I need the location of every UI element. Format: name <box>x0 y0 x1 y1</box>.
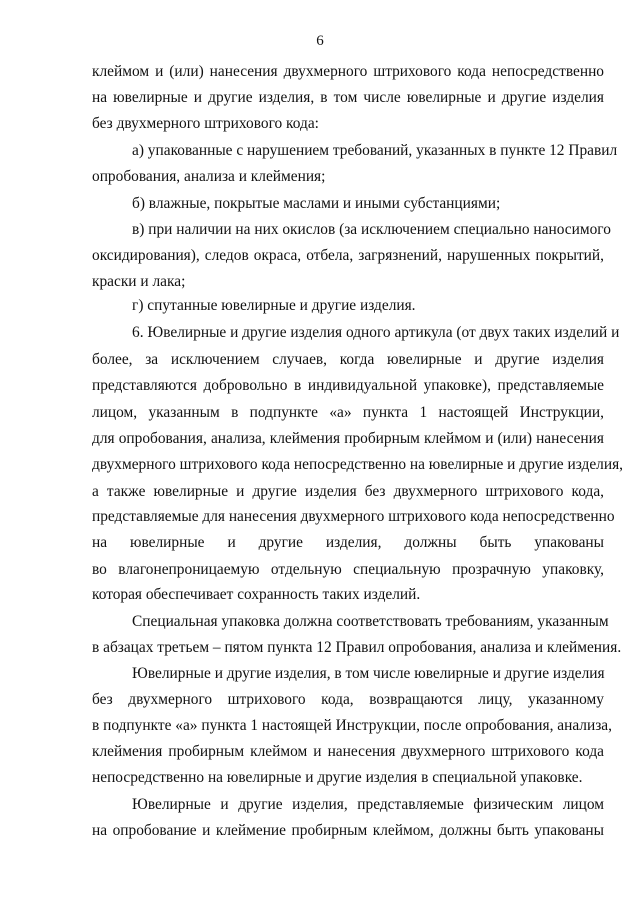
text-line: в) при наличии на них окислов (за исключением специально наносимого <box>132 221 611 238</box>
text-line: б) влажные, покрытые маслами и иными субстанциями; <box>132 195 501 212</box>
text-line: клеймения пробирным клеймом и нанесения двухмерного штрихового кода <box>92 743 604 760</box>
text-line: лицом, указанным в подпункте «а» пункта 1 настоящей Инструкции, <box>92 404 604 421</box>
text-line: более, за исключением случаев, когда ювелирные и другие изделия <box>92 351 604 368</box>
text-line: на ювелирные и другие изделия, в том числе ювелирные и другие изделия <box>92 89 604 106</box>
text-line: без двухмерного штрихового кода, возвращаются лицу, указанному <box>92 691 604 708</box>
text-line: представляются добровольно в индивидуальной упаковке), представляемые <box>92 377 604 394</box>
text-line: опробования, анализа и клеймения; <box>92 168 326 185</box>
text-line: которая обеспечивает сохранность таких изделий. <box>92 586 421 603</box>
text-line: 6. Ювелирные и другие изделия одного артикула (от двух таких изделий и <box>132 324 620 341</box>
text-line: в подпункте «а» пункта 1 настоящей Инструкции, после опробования, анализа, <box>92 717 612 734</box>
text-line: г) спутанные ювелирные и другие изделия. <box>132 297 416 314</box>
page-number: 6 <box>316 33 324 49</box>
text-line: без двухмерного штрихового кода: <box>92 115 319 132</box>
text-line: Специальная упаковка должна соответствовать требованиям, указанным <box>132 613 609 630</box>
text-line: а также ювелирные и другие изделия без двухмерного штрихового кода, <box>92 483 604 500</box>
text-line: двухмерного штрихового кода непосредственно на ювелирные и другие изделия, <box>92 456 624 473</box>
text-line: клеймом и (или) нанесения двухмерного штрихового кода непосредственно <box>92 63 604 80</box>
text-line: в абзацах третьем – пятом пункта 12 Правил опробования, анализа и клеймения. <box>92 639 622 656</box>
text-line: представляемые для нанесения двухмерного штрихового кода непосредственно <box>92 508 615 525</box>
text-line: на опробование и клеймение пробирным клеймом, должны быть упакованы <box>92 822 604 839</box>
text-line: для опробования, анализа, клеймения пробирным клеймом и (или) нанесения <box>92 430 604 447</box>
text-line: на ювелирные и другие изделия, должны быть упакованы <box>92 534 604 551</box>
text-line: оксидирования), следов окраса, отбела, загрязнений, нарушенных покрытий, <box>92 247 604 264</box>
text-line: а) упакованные с нарушением требований, указанных в пункте 12 Правил <box>132 142 618 159</box>
text-line: краски и лака; <box>92 273 186 290</box>
text-line: во влагонепроницаемую отдельную специальную прозрачную упаковку, <box>92 561 604 578</box>
text-line: Ювелирные и другие изделия, представляемые физическим лицом <box>132 796 604 813</box>
text-line: непосредственно на ювелирные и другие изделия в специальной упаковке. <box>92 769 583 786</box>
text-line: Ювелирные и другие изделия, в том числе ювелирные и другие изделия <box>132 665 605 682</box>
